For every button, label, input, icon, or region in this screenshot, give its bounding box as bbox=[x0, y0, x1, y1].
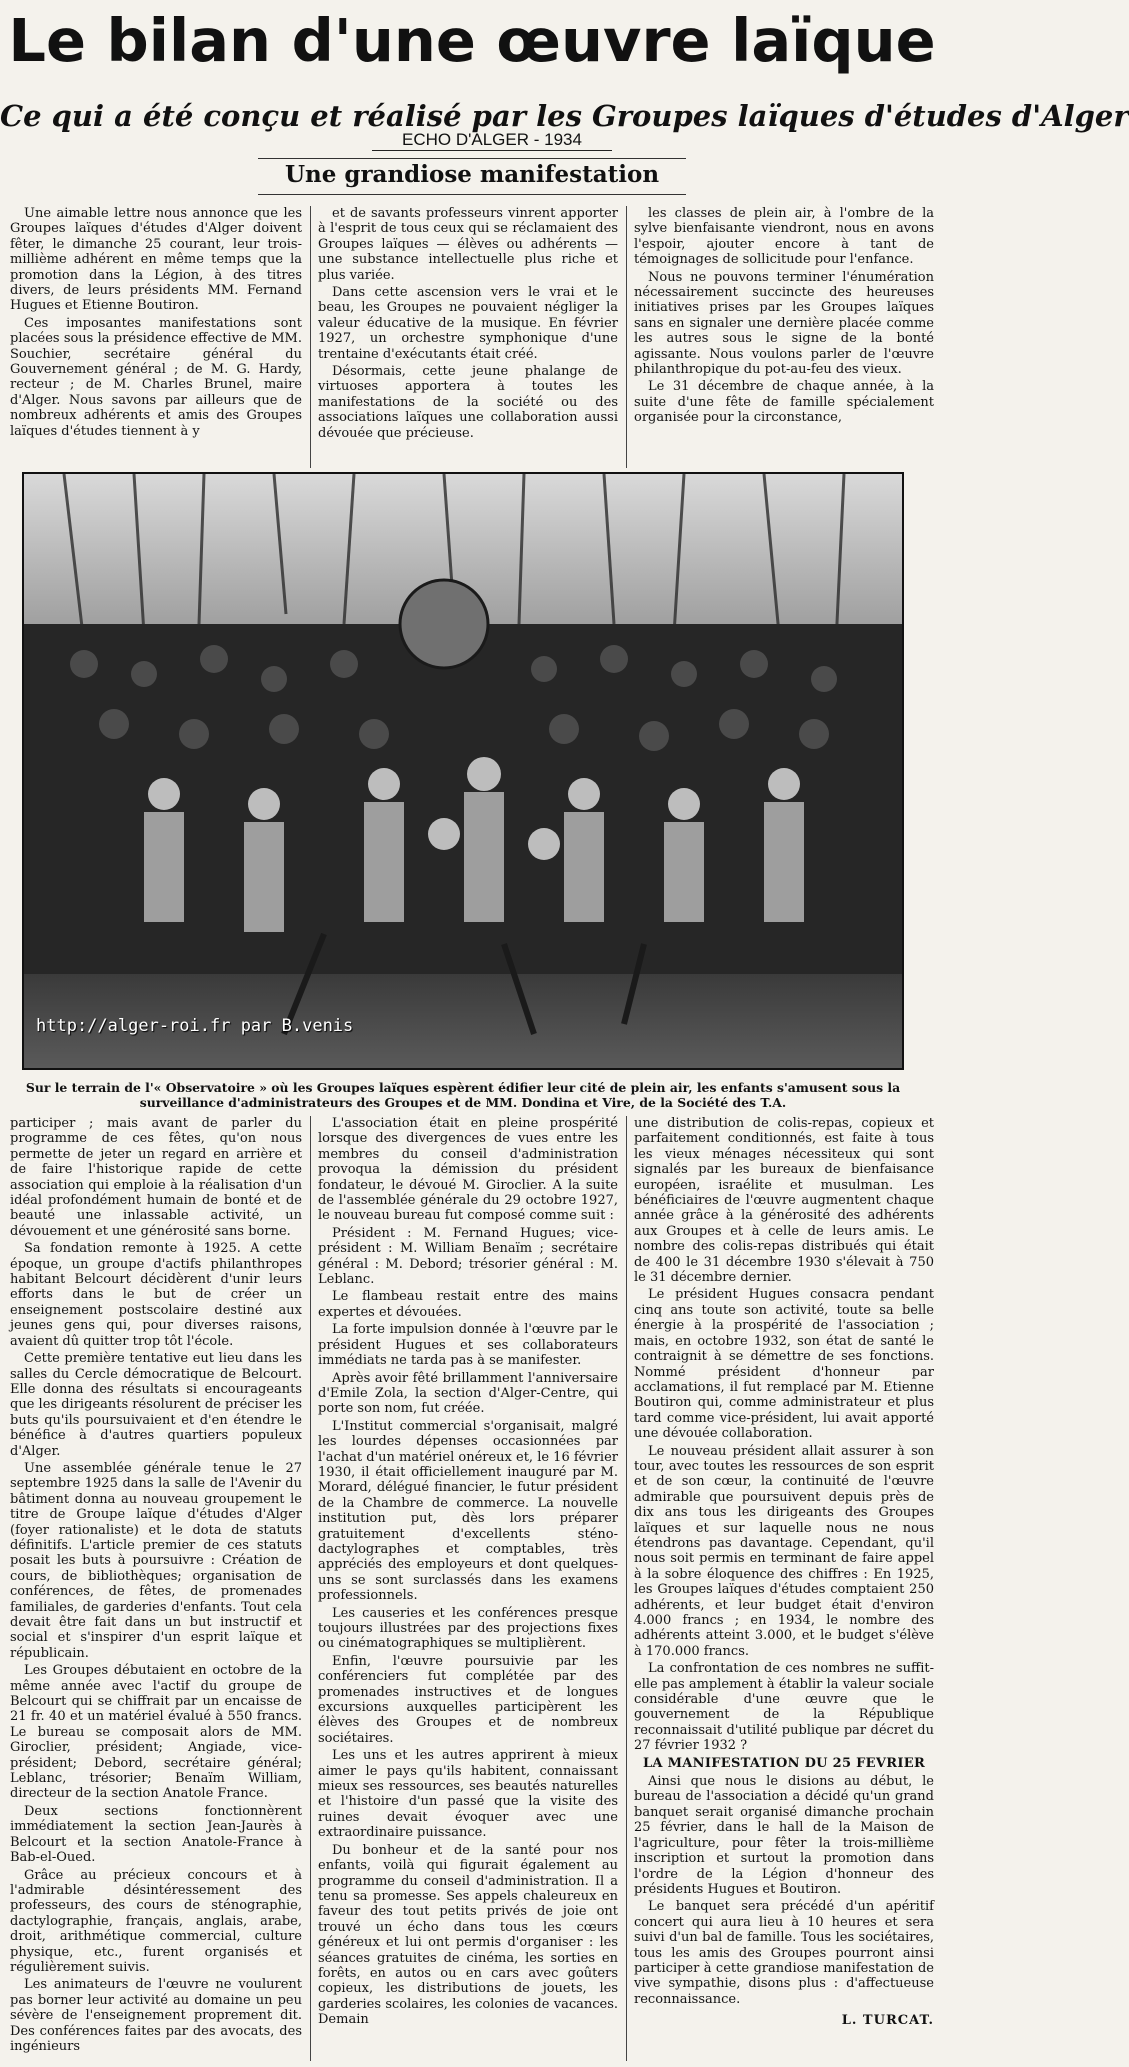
paragraph: L'association était en pleine prospérité lorsque des divergences de vues entre les membres du conseil d'administration provoqua la démission du président fondateur, le dévoué M. Giroclier. A la suite de l'assemblée générale du 29 octobre 1927, le nouveau bureau fut composé comme suit : bbox=[318, 1116, 618, 1224]
photo-illustration bbox=[24, 474, 902, 1068]
paragraph: Cette première tentative eut lieu dans les salles du Cercle démocratique de Belcourt. Elle donna des résultats si encourageants que les dirigeants résolurent de préciser les buts qu'ils poursuivaient et d'en étendre le bénéfice à d'autres quartiers populeux d'Alger. bbox=[10, 1351, 302, 1459]
article-subheadline: Une grandiose manifestation bbox=[284, 161, 660, 188]
photo-watermark: http://alger-roi.fr par B.venis bbox=[36, 1016, 354, 1036]
top-column-2 bbox=[318, 206, 618, 468]
article-source: ECHO D'ALGER - 1934 bbox=[372, 130, 612, 151]
paragraph: Du bonheur et de la santé pour nos enfants, voilà qui figurait également au programme du conseil d'administration. Il a tenu sa promesse. Ses appels chaleureux en faveur des tout petits privés de joie ont trouvé un écho dans tous les cœurs généreux et lui ont permis d'organiser : les séances gratuites de cinéma, les sorties en forêts, en autos ou en cars avec goûters copieux, les distributions de jouets, les garderies scolaires, les colonies de vacances. Demain bbox=[318, 1842, 618, 2028]
paragraph: Nous ne pouvons terminer l'énumération nécessairement succincte des heureuses initiatives prises par les Groupes laïques sans en signaler une dernière placée comme les autres sous le signe de la bonté agissante. Nous voulons parler de l'œuvre philanthropique du pot-au-feu des vieux. bbox=[634, 269, 934, 378]
column-divider bbox=[626, 1116, 627, 2061]
paragraph: La forte impulsion donnée à l'œuvre par le président Hugues et ses collaborateurs immédiats ne tarda pas à se manifester. bbox=[318, 1322, 618, 1369]
paragraph: Les Groupes débutaient en octobre de la même année avec l'actif du groupe de Belcourt qui se chiffrait par un encaisse de 21 fr. 40 et un matériel évalué à 550 francs. Le bureau se composait alors de MM. Giroclier, président; Angiade, vice-président; Debord, secrétaire général; Leblanc, trésorier; Benaïm William, directeur de la section Anatole France. bbox=[10, 1663, 302, 1802]
paragraph: Les animateurs de l'œuvre ne voulurent pas borner leur activité au domaine un peu sévère de l'enseignement proprement dit. Des conférences faites par des avocats, des ingénieurs bbox=[10, 1977, 302, 2054]
paragraph: Président : M. Fernand Hugues; vice-président : M. William Benaïm ; secrétaire général : M. Debord; trésorier général : M. Leblanc. bbox=[318, 1225, 618, 1288]
author-signature: L. TURCAT. bbox=[841, 2013, 934, 2029]
paragraph: Après avoir fêté brillamment l'anniversaire d'Emile Zola, la section d'Alger-Centre, qui porte son nom, fut créée. bbox=[318, 1370, 618, 1417]
bottom-column-1 bbox=[10, 1116, 302, 2061]
paragraph: Une aimable lettre nous annonce que les Groupes laïques d'études d'Alger doivent fêter, le dimanche 25 courant, leur trois-millième adhérent en même temps que la promotion dans la Légion, à des titres divers, de leurs présidents MM. Fernand Hugues et Etienne Boutiron. bbox=[10, 206, 302, 314]
bottom-column-3 bbox=[634, 1116, 934, 2061]
column-divider bbox=[626, 206, 627, 468]
photo-caption: Sur le terrain de l'« Observatoire » où les Groupes laïques espèrent édifier leur cité de plein air, les enfants s'amusent sous la surveillance d'administrateurs des Groupes et de MM. Dondina et Vire, de la Société des T.A. bbox=[25, 1080, 901, 1110]
paragraph: Ainsi que nous le disions au début, le bureau de l'association a décidé qu'un grand banquet serait organisé dimanche prochain 25 février, dans le hall de la Maison de l'agriculture, pour fêter la trois-millième inscription et surtout la promotion dans l'ordre de la Légion d'honneur des présidents Hugues et Boutiron. bbox=[634, 1774, 934, 1897]
bottom-column-2 bbox=[318, 1116, 618, 2061]
paragraph: Deux sections fonctionnèrent immédiatement la section Jean-Jaurès à Belcourt et la section Anatole-France à Bab-el-Oued. bbox=[10, 1803, 302, 1866]
paragraph: Le président Hugues consacra pendant cinq ans toute son activité, toute sa belle énergie à la prospérité de l'association ; mais, en octobre 1932, son état de santé le contraignit à se démettre de ses fonctions. Nommé président d'honneur par acclamations, il fut remplacé par M. Etienne Boutiron qui, comme administrateur et plus tard comme vice-président, lui avait apporté une dévouée collaboration. bbox=[634, 1287, 934, 1442]
article-headline: Le bilan d'une œuvre laïque bbox=[8, 6, 936, 75]
paragraph: Le banquet sera précédé d'un apéritif concert qui aura lieu à 10 heures et sera suivi d'un bal de famille. Tous les sociétaires, tous les amis des Groupes pourront ainsi participer à cette grandiose manifestation de vive sympathie, disons plus : d'affectueuse reconnaissance. bbox=[634, 1899, 934, 2007]
subheadline-rule-top bbox=[258, 158, 686, 159]
column-divider bbox=[310, 206, 311, 468]
paragraph: une distribution de colis-repas, copieux et parfaitement conditionnés, est faite à tous les vieux ménages nécessiteux qui sont signalés par les bureaux de bienfaisance européen, israélite et musulman. Les bénéficiaires de l'œuvre augmentent chaque année grâce à la générosité des adhérents aux Groupes et à celle de leurs amis. Le nombre des colis-repas distribués qui était de 400 le 31 décembre 1930 s'élevait à 750 le 31 décembre dernier. bbox=[634, 1116, 934, 1286]
paragraph: Le nouveau président allait assurer à son tour, avec toutes les ressources de son esprit et de son cœur, la continuité de l'œuvre admirable que poursuivent depuis près de dix ans tous les dirigeants des Groupes laïques et sur laquelle nous ne nous étendrons pas davantage. Cependant, qu'il nous soit permis en terminant de faire appel à la sobre éloquence des chiffres : En 1925, les Groupes laïques d'études comptaient 250 adhérents, et leur budget était d'environ 4.000 francs ; en 1934, le nombre des adhérents atteint 3.000, et le budget s'élève à 170.000 francs. bbox=[634, 1443, 934, 1659]
paragraph: Désormais, cette jeune phalange de virtuoses apportera à toutes les manifestations de la société ou des associations laïques une collaboration aussi dévouée que précieuse. bbox=[318, 364, 618, 441]
paragraph: L'Institut commercial s'organisait, malgré les lourdes dépenses occasionnées par l'achat d'un matériel onéreux et, le 16 février 1930, il était officiellement inauguré par M. Morard, délégué financier, le futur président de la Chambre de commerce. La nouvelle institution put, dès lors préparer gratuitement d'excellents sténo-dactylographes et comptables, très appréciés des employeurs et dont quelques-uns se sont surclassés dans les examens professionnels. bbox=[318, 1418, 618, 1604]
paragraph: Enfin, l'œuvre poursuivie par les conférenciers fut complétée par des promenades instructives et de longues excursions auxquelles participèrent les élèves des Groupes et de nombreux sociétaires. bbox=[318, 1653, 618, 1746]
paragraph: Le 31 décembre de chaque année, à la suite d'une fête de famille spécialement organisée pour la circonstance, bbox=[634, 379, 934, 426]
paragraph: La confrontation de ces nombres ne suffit-elle pas amplement à établir la valeur sociale considérable d'une œuvre que le gouvernement de la République reconnaissait d'utilité publique par décret du 27 février 1932 ? bbox=[634, 1661, 934, 1754]
paragraph: Une assemblée générale tenue le 27 septembre 1925 dans la salle de l'Avenir du bâtiment donna au nouveau groupement le titre de Groupe laïque d'études d'Alger (foyer rationaliste) et le dota de statuts définitifs. L'article premier de ces statuts posait les buts à poursuivre : Création de cours, de bibliothèques; organisation de conférences, de fêtes, de promenades familiales, de garderies d'enfants. Tout cela devait être fait dans un but instructif et social et s'inspirer d'un esprit laïque et républicain. bbox=[10, 1460, 302, 1661]
paragraph: Les uns et les autres apprirent à mieux aimer le pays qu'ils habitent, connaissant mieux ses ressources, ses beautés naturelles et l'histoire d'un passé que la visite des ruines devait évoquer avec une extraordinaire puissance. bbox=[318, 1748, 618, 1841]
group-photo bbox=[22, 472, 904, 1070]
paragraph: Grâce au précieux concours et à l'admirable désintéressement des professeurs, des cours de sténographie, dactylographie, français, anglais, arabe, droit, arithmétique commercial, culture physique, etc., furent organisés et régulièrement suivis. bbox=[10, 1867, 302, 1975]
subheadline-rule-bottom bbox=[258, 194, 686, 195]
article-subtitle: Ce qui a été conçu et réalisé par les Groupes laïques d'études d'Alger bbox=[0, 99, 1129, 133]
paragraph: Les causeries et les conférences presque toujours illustrées par des projections fixes ou cinématographiques se multiplièrent. bbox=[318, 1605, 618, 1652]
paragraph: Ces imposantes manifestations sont placées sous la présidence effective de MM. Souchier, secrétaire général du Gouvernement général ; de M. G. Hardy, recteur ; de M. Charles Brunel, maire d'Alger. Nous savons par ailleurs que de nombreux adhérents et amis des Groupes laïques d'études tiennent à y bbox=[10, 315, 302, 439]
paragraph: participer ; mais avant de parler du programme de ces fêtes, qu'on nous permette de jeter un regard en arrière et de faire l'historique rapide de cette association qui emploie à la réalisation d'un idéal profondément humain de bonté et de beauté une inlassable activité, un dévouement et une générosité sans borne. bbox=[10, 1116, 302, 1239]
paragraph: Dans cette ascension vers le vrai et le beau, les Groupes ne pouvaient négliger la valeur éducative de la musique. En février 1927, un orchestre symphonique d'une trentaine d'exécutants était créé. bbox=[318, 285, 618, 362]
paragraph: Sa fondation remonte à 1925. A cette époque, un groupe d'actifs philanthropes habitant Belcourt décidèrent d'unir leurs efforts dans le but de créer un enseignement postscolaire destiné aux jeunes gens qui, pour diverses raisons, avaient dû quitter trop tôt l'école. bbox=[10, 1241, 302, 1349]
top-column-3 bbox=[634, 206, 934, 468]
section-heading: LA MANIFESTATION DU 25 FEVRIER bbox=[642, 1755, 926, 1771]
paragraph: Le flambeau restait entre des mains expertes et dévouées. bbox=[318, 1289, 618, 1320]
paragraph: les classes de plein air, à l'ombre de la sylve bienfaisante viendront, nous en avons l'espoir, ajouter encore à tant de témoignages de sollicitude pour l'enfance. bbox=[634, 206, 934, 268]
column-divider bbox=[310, 1116, 311, 2061]
top-column-1 bbox=[10, 206, 302, 468]
paragraph: et de savants professeurs vinrent apporter à l'esprit de tous ceux qui se réclamaient des Groupes laïques — élèves ou adhérents — une substance intellectuelle plus riche et plus variée. bbox=[318, 206, 618, 283]
